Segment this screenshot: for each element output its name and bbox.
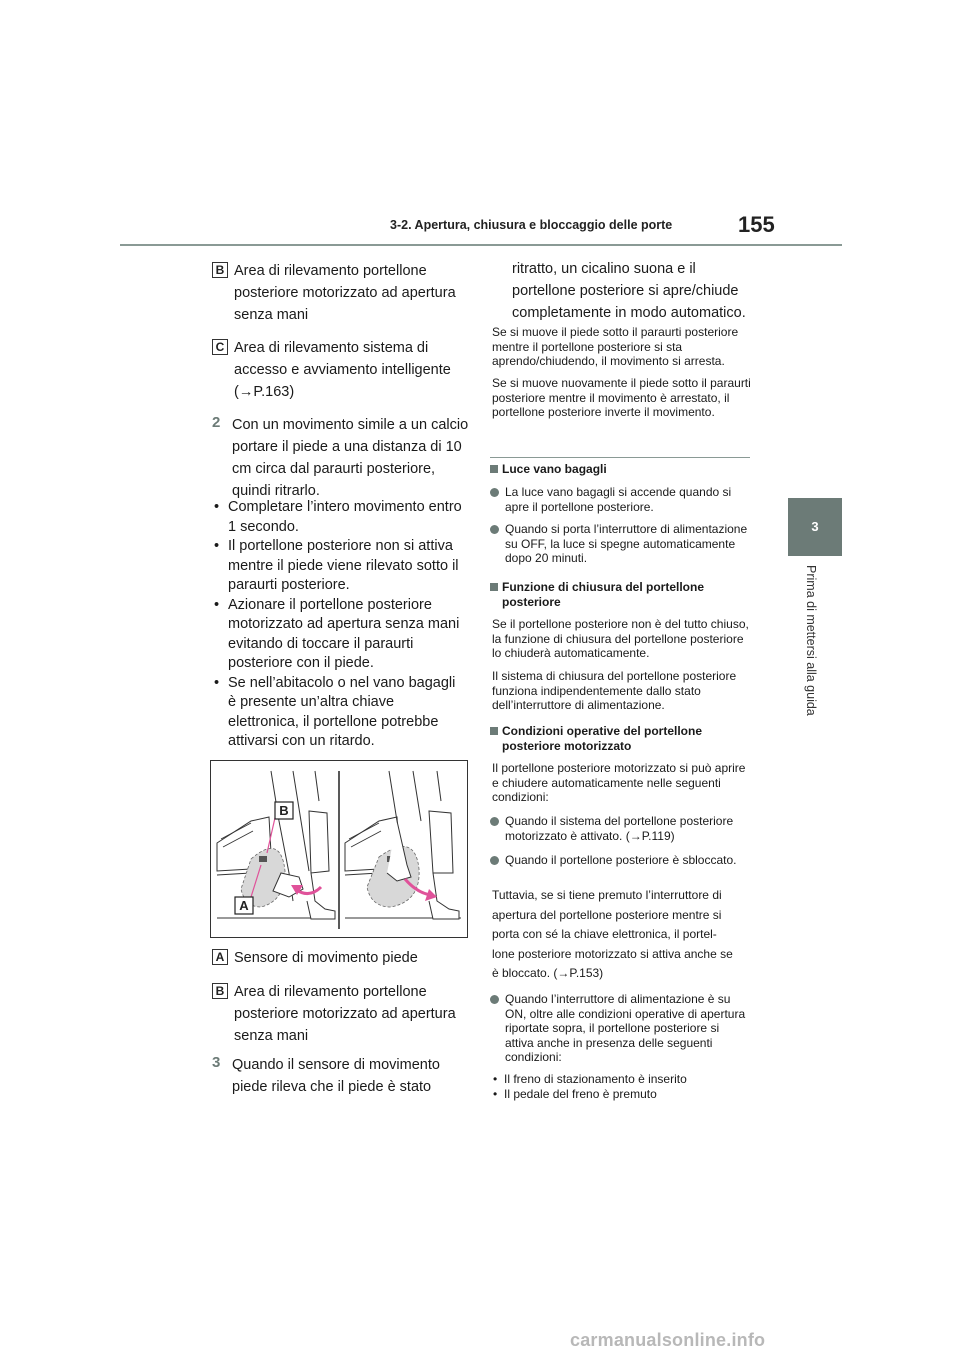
list-item-text: Quando l’interruttore di alimentazione è su ON, oltre alle condizioni operative di apertura riportate sopra, il portellone posteriore si attiva anche in presenza delle seguenti condizioni: bbox=[505, 992, 746, 1064]
note-line: lone posteriore motorizzato si attiva anche se bbox=[492, 946, 733, 961]
list-item-text: La luce vano bagagli si accende quando si apre il portellone posteriore. bbox=[505, 485, 732, 514]
note-line: è bloccato. (→P.153) bbox=[492, 966, 604, 980]
list-item: • Il freno di stazionamento è inserito bbox=[492, 1072, 754, 1087]
square-bullet-icon bbox=[490, 727, 498, 735]
paragraph: Se si muove nuovamente il piede sotto il paraurti posteriore mentre il movimento è arrestato, il portellone posteriore inverte il movimento. bbox=[492, 376, 751, 419]
step-3-continued: ritratto, un cicalino suona e il portellone posteriore si apre/chiude completamente in modo automatico. bbox=[512, 261, 746, 321]
legend-text: Area di rilevamento sistema di accesso e avviamento intelligente (→P.163) bbox=[234, 340, 451, 400]
note-paragraph bbox=[492, 886, 754, 984]
heading-text: Luce vano bagagli bbox=[502, 462, 607, 476]
chapter-tab: 3 bbox=[788, 498, 842, 556]
page-number: 155 bbox=[738, 212, 775, 237]
foot-sensor-illustration bbox=[210, 760, 468, 938]
square-bullet-icon bbox=[490, 465, 498, 473]
section-divider bbox=[490, 457, 750, 458]
note-line: apertura del portellone posteriore mentre si bbox=[492, 907, 722, 922]
section-title: 3-2. Apertura, chiusura e bloccaggio delle porte bbox=[390, 218, 673, 232]
legend-text: Sensore di movimento piede bbox=[234, 950, 418, 966]
paragraph: Il portellone posteriore motorizzato si può aprire e chiudere automaticamente nelle seguenti condizioni: bbox=[492, 761, 746, 804]
bullet-list bbox=[212, 498, 464, 752]
heading-text: Funzione di chiusura del portellone posteriore bbox=[502, 580, 705, 609]
round-bullet-icon bbox=[490, 525, 499, 534]
sub-bullet-list bbox=[492, 1072, 754, 1101]
step-text: Con un movimento simile a un calcio portare il piede a una distanza di 10 cm circa dal paraurti posteriore, quindi ritrarlo. bbox=[232, 417, 469, 499]
list-item: • Il pedale del freno è premuto bbox=[492, 1087, 754, 1102]
legend-text: Area di rilevamento portellone posteriore motorizzato ad apertura senza mani bbox=[234, 984, 456, 1044]
list-item-text: Quando il sistema del portellone posteriore motorizzato è attivato. (→P.119) bbox=[505, 814, 734, 843]
list-item: • Il portellone posteriore non si attiva mentre il piede viene rilevato sotto il paraurti posteriore. bbox=[212, 537, 464, 596]
list-item: • Se nell’abitacolo o nel vano bagagli è presente un’altra chiave elettronica, il portellone potrebbe attivarsi con un ritardo. bbox=[212, 674, 464, 752]
illustration-graphic bbox=[211, 761, 467, 937]
step-number: 3 bbox=[212, 1054, 221, 1071]
chapter-label-text: Prima di mettersi alla guida bbox=[804, 565, 818, 716]
legend-text: Area di rilevamento portellone posteriore motorizzato ad apertura senza mani bbox=[234, 263, 456, 323]
chapter-label bbox=[800, 565, 820, 745]
paragraph: Se si muove il piede sotto il paraurti posteriore mentre il portellone posteriore si sta aprendo/chiudendo, il movimento si arresta. bbox=[492, 325, 739, 368]
list-item-text: Quando il portellone posteriore è sbloccato. bbox=[505, 853, 737, 867]
figure-label-b: B bbox=[279, 803, 289, 818]
figure-label-a: A bbox=[239, 898, 249, 913]
badge-b: B bbox=[212, 262, 228, 278]
paragraph: Il sistema di chiusura del portellone posteriore funziona indipendentemente dallo stato dell’interruttore di alimentazione. bbox=[492, 669, 737, 712]
watermark: carmanualsonline.info bbox=[570, 1330, 766, 1350]
step-number: 2 bbox=[212, 414, 221, 431]
paragraph: Se il portellone posteriore non è del tutto chiuso, la funzione di chiusura del portellone posteriore lo chiuderà automaticamente. bbox=[492, 617, 749, 660]
list-item: • Azionare il portellone posteriore motorizzato ad apertura senza mani evitando di toccare il paraurti posteriore con il piede. bbox=[212, 596, 464, 674]
heading-text: Condizioni operative del portellone posteriore motorizzato bbox=[502, 724, 703, 753]
list-item-text: Quando si porta l’interruttore di alimentazione su OFF, la luce si spegne automaticamente dopo 20 minuti. bbox=[505, 522, 748, 565]
badge-c: C bbox=[212, 339, 228, 355]
round-bullet-icon bbox=[490, 856, 499, 865]
round-bullet-icon bbox=[490, 488, 499, 497]
list-item: • Completare l’intero movimento entro 1 secondo. bbox=[212, 498, 464, 537]
note-line: porta con sé la chiave elettronica, il portel- bbox=[492, 927, 717, 941]
header-divider bbox=[120, 244, 842, 246]
note-line: Tuttavia, se si tiene premuto l’interruttore di bbox=[492, 888, 722, 902]
badge-a: A bbox=[212, 949, 228, 965]
step-text: Quando il sensore di movimento piede rileva che il piede è stato bbox=[232, 1057, 440, 1095]
square-bullet-icon bbox=[490, 583, 498, 591]
round-bullet-icon bbox=[490, 817, 499, 826]
badge-b: B bbox=[212, 983, 228, 999]
round-bullet-icon bbox=[490, 995, 499, 1004]
